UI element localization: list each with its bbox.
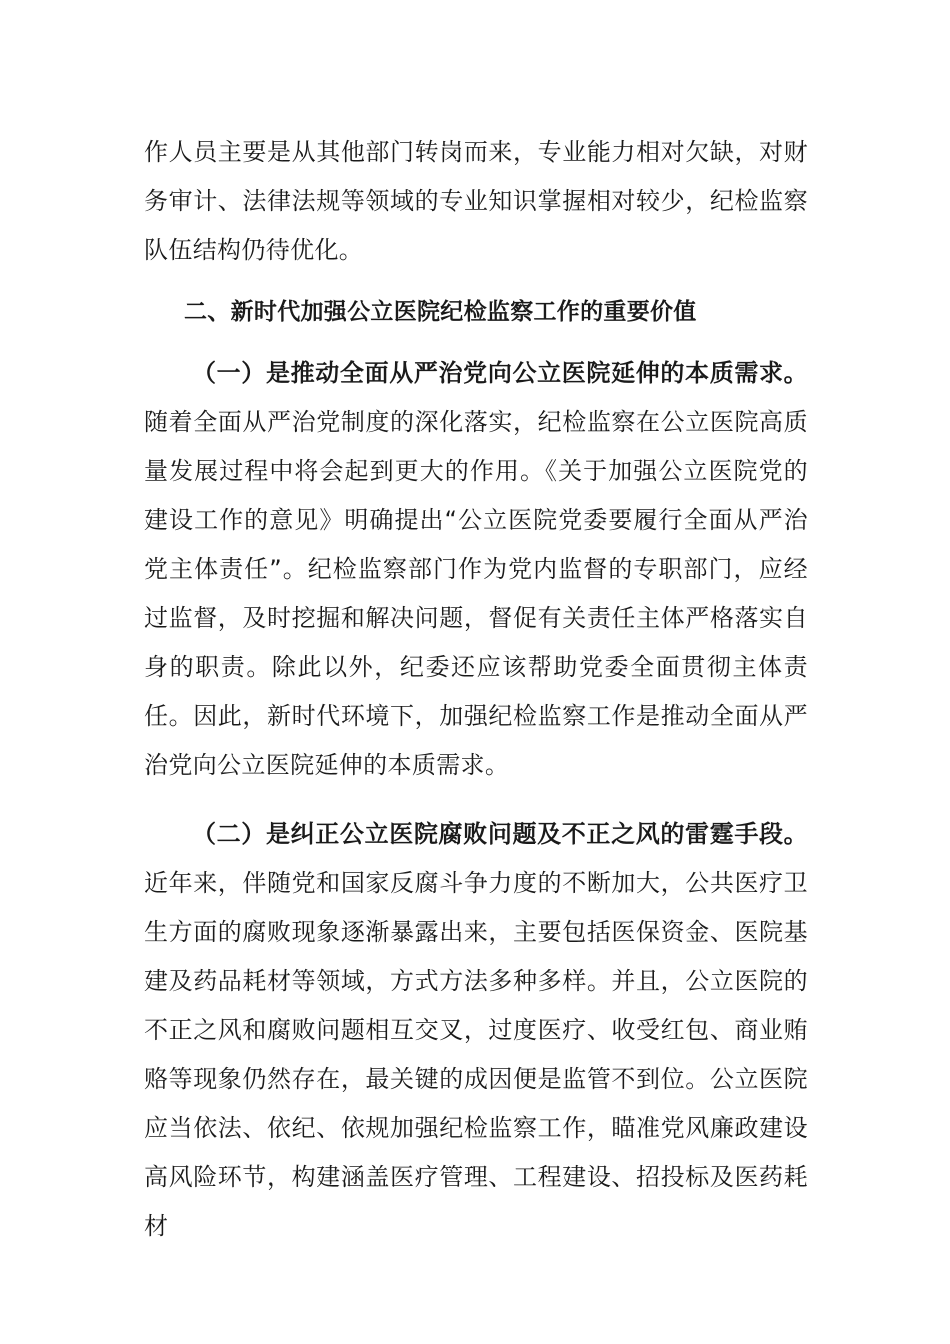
intro-paragraph: 作人员主要是从其他部门转岗而来，专业能力相对欠缺，对财务审计、法律法规等领域的专业知识掌握相对较少，纪检监察队伍结构仍待优化。	[144, 138, 808, 264]
point-2-body: 近年来，伴随党和国家反腐斗争力度的不断加大，公共医疗卫生方面的腐败现象逐渐暴露出来，主要包括医保资金、医院基建及药品耗材等领域，方式方法多种多样。并且，公立医院的不正之风和腐败问题相互交叉，过度医疗、收受红包、商业贿赂等现象仍然存在，最关键的成因便是监管不到位。公立医院应当依法、依纪、依规加强纪检监察工作，瞄准党风廉政建设高风险环节，构建涵盖医疗管理、工程建设、招投标及医药耗材	[144, 869, 808, 1240]
point-1-paragraph	[144, 349, 808, 790]
point-1-lead: （一）是推动全面从严治党向公立医院延伸的本质需求。	[192, 359, 808, 387]
point-2-lead: （二）是纠正公立医院腐败问题及不正之风的雷霆手段。	[192, 820, 808, 848]
section-heading: 二、新时代加强公立医院纪检监察工作的重要价值	[184, 299, 697, 325]
point-2-paragraph	[144, 810, 808, 1251]
point-1-body: 随着全面从严治党制度的深化落实，纪检监察在公立医院高质量发展过程中将会起到更大的作用。《关于加强公立医院党的建设工作的意见》明确提出“公立医院党委要履行全面从严治党主体责任”。纪检监察部门作为党内监督的专职部门，应经过监督，及时挖掘和解决问题，督促有关责任主体严格落实自身的职责。除此以外，纪委还应该帮助党委全面贯彻主体责任。因此，新时代环境下，加强纪检监察工作是推动全面从严治党向公立医院延伸的本质需求。	[144, 408, 808, 779]
